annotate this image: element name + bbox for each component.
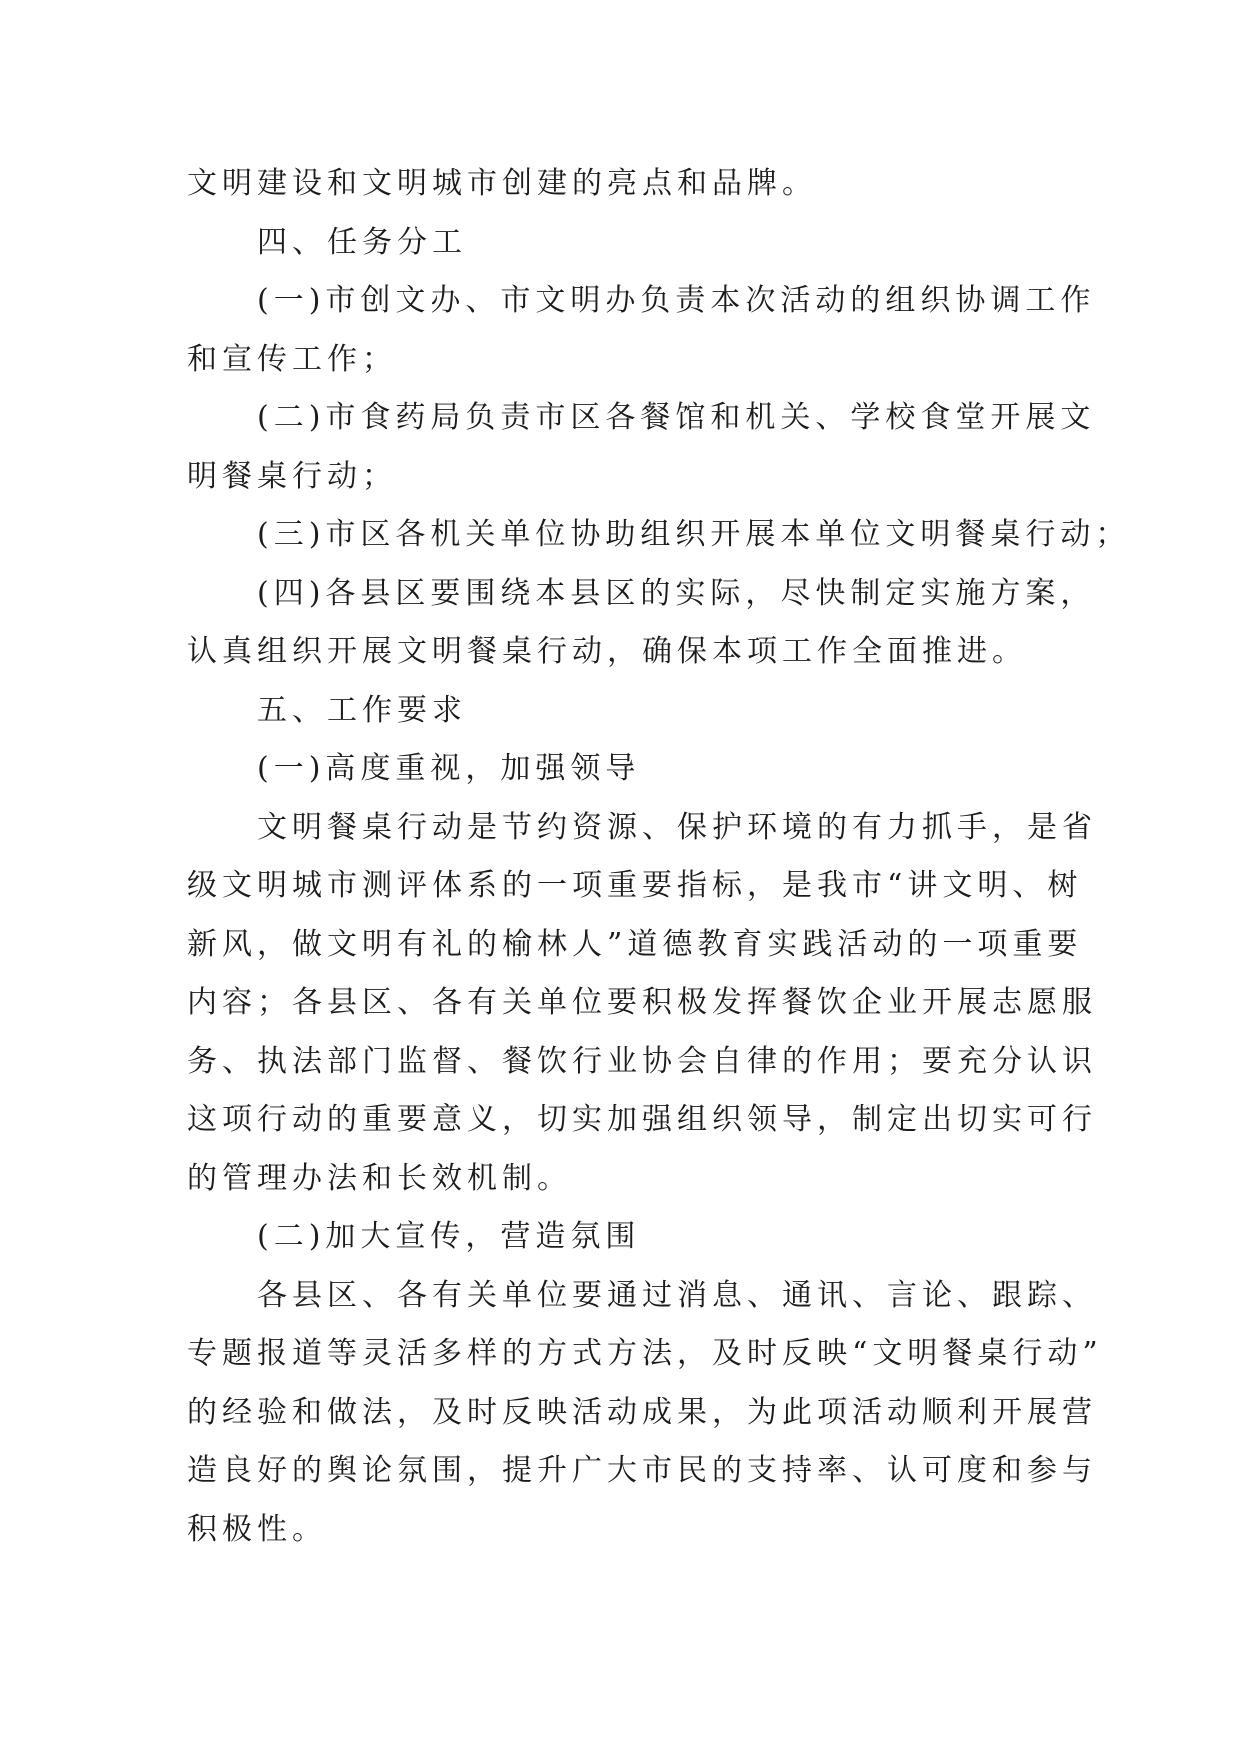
document-body: [187, 155, 1131, 1559]
paragraph-line: 认真组织开展文明餐桌行动，确保本项工作全面推进。: [187, 634, 1027, 669]
paragraph-line: (三)市区各机关单位协助组织开展本单位文明餐桌行动；: [257, 517, 1131, 552]
paragraph-line: 积极性。: [187, 1511, 327, 1547]
paragraph-line: 内容；各县区、各有关单位要积极发挥餐饮企业开展志愿服: [187, 985, 1097, 1020]
paragraph-line: 文明建设和文明城市创建的亮点和品牌。: [187, 166, 817, 201]
paragraph-line: 造良好的舆论氛围，提升广大市民的支持率、认可度和参与: [187, 1453, 1097, 1488]
paragraph-line: 文明餐桌行动是节约资源、保护环境的有力抓手，是省: [257, 809, 1097, 845]
paragraph-line: 的管理办法和长效机制。: [187, 1160, 572, 1196]
subsection-heading: (一)高度重视，加强领导: [257, 751, 641, 786]
paragraph-line: (一)市创文办、市文明办负责本次活动的组织协调工作: [257, 283, 1096, 318]
paragraph-line: 和宣传工作；: [187, 341, 397, 377]
paragraph-line: (二)市食药局负责市区各餐馆和机关、学校食堂开展文: [257, 400, 1096, 435]
paragraph-line: 这项行动的重要意义，切实加强组织领导，制定出切实可行: [187, 1102, 1097, 1137]
paragraph-line: 务、执法部门监督、餐饮行业协会自律的作用；要充分认识: [187, 1043, 1097, 1079]
paragraph-line: 新风，做文明有礼的榆林人”道德教育实践活动的一项重要: [187, 926, 1083, 962]
paragraph-line: (四)各县区要围绕本县区的实际，尽快制定实施方案，: [257, 575, 1096, 611]
paragraph-line: 专题报道等灵活多样的方式方法，及时反映“文明餐桌行动”: [187, 1336, 1103, 1371]
paragraph-line: 级文明城市测评体系的一项重要指标，是我市“讲文明、树: [187, 868, 1083, 903]
section-heading: 四、任务分工: [257, 224, 467, 260]
paragraph-line: 明餐桌行动；: [187, 458, 397, 494]
section-heading: 五、工作要求: [257, 692, 467, 728]
subsection-heading: (二)加大宣传，营造氛围: [257, 1219, 641, 1254]
paragraph-line: 各县区、各有关单位要通过消息、通讯、言论、跟踪、: [257, 1277, 1097, 1313]
paragraph-line: 的经验和做法，及时反映活动成果，为此项活动顺利开展营: [187, 1394, 1097, 1430]
